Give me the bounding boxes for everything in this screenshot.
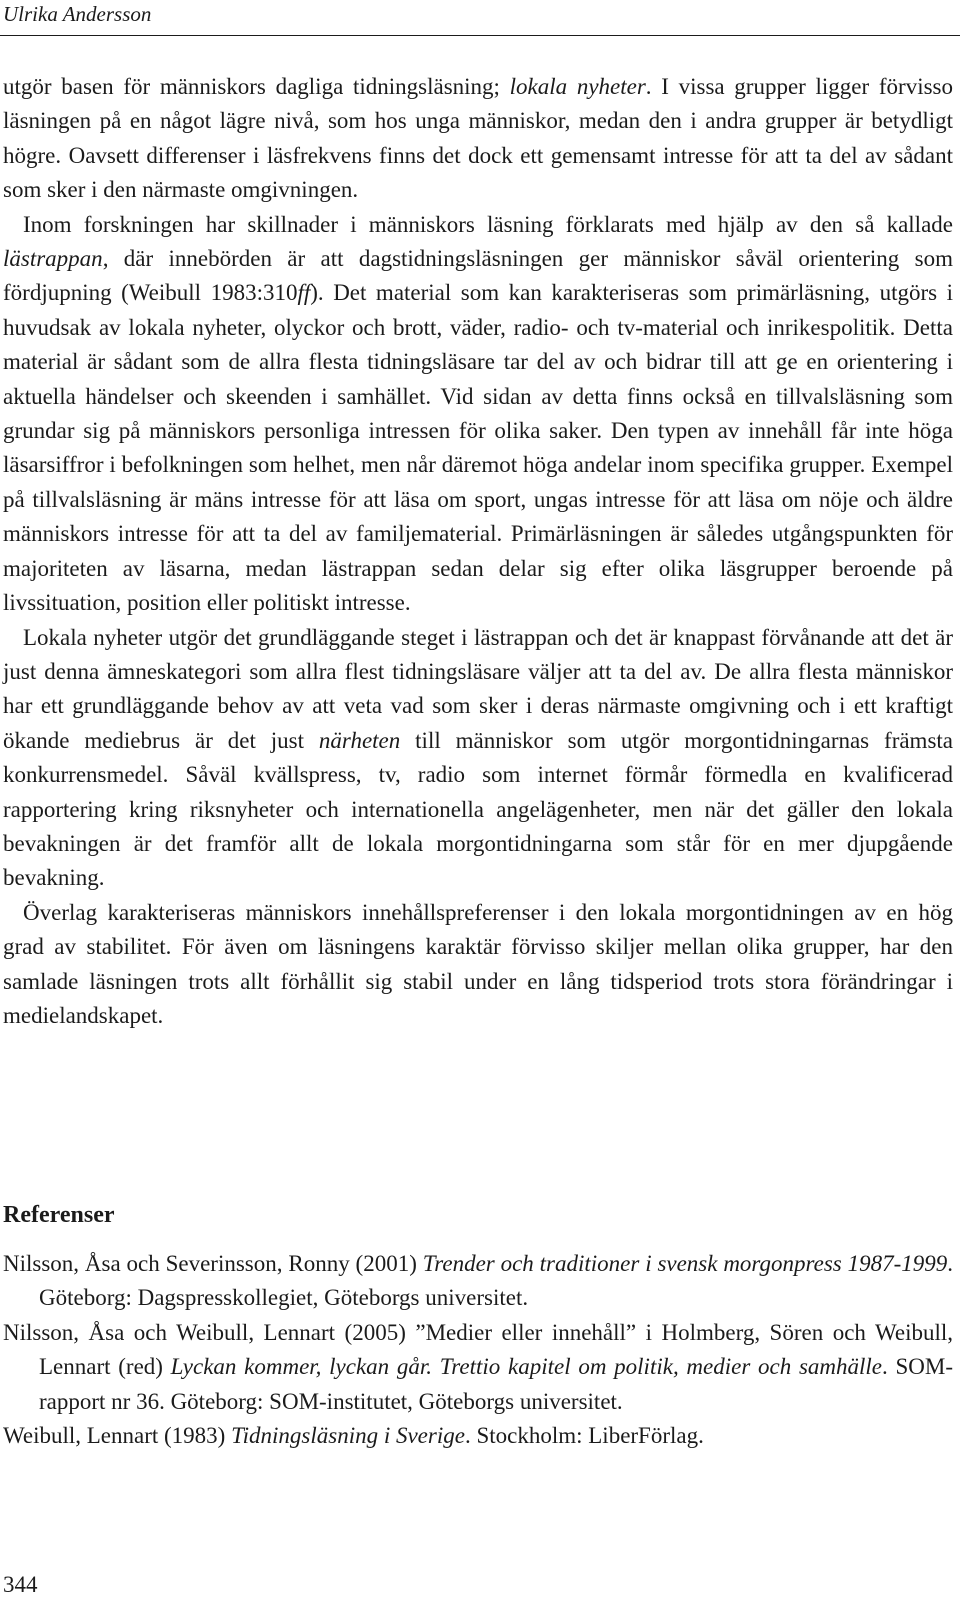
paragraph-3-text-c: till människor som utgör morgontidningarnas främsta konkurrensmedel. Såväl kvällspress, tv, radio som internet förmår förmedla en kvalificerad rapportering kring riksnyheter och internationella angelägenheter, men när det gäller den lokala bevakningen är det framför allt de lokala morgontidningarna som står för en mer djupgående bevakning. (3, 727, 953, 891)
paragraph-2-italic-term: lästrappan (3, 246, 103, 272)
reference-3-authors: Weibull, Lennart (1983) (3, 1423, 232, 1449)
reference-item (3, 1247, 953, 1316)
references-list (3, 1247, 953, 1453)
paragraph-4-text-a: Överlag karakteriseras människors innehållspreferenser i den lokala morgontidningen av en hög grad av stabilitet. För även om läsningens karaktär förvisso skiljer mellan olika grupper, har den samlade läsningen trots allt förhållit sig stabil under en lång tidsperiod trots stora förändringar i medielandskapet. (3, 899, 953, 1028)
paragraph-3-italic-term: närheten (318, 727, 401, 753)
reference-2-authors: Nilsson, Åsa och Weibull, Lennart (2005) ”Medier eller innehåll” i Holmberg, Sören och Weibull, Lennart (red) (3, 1319, 953, 1380)
paragraph-1-text-c: . I vissa grupper ligger förvisso läsningen på en något lägre nivå, som hos unga människor, medan den i andra grupper är betydligt högre. Oavsett differenser i läsfrekvens finns det dock ett gemensamt intresse för att ta del av sådant som sker i den närmaste omgivningen. (3, 74, 953, 203)
body-text (3, 70, 953, 1033)
paragraph-1-text-a: utgör basen för människors dagliga tidningsläsning; (3, 74, 510, 99)
reference-item (3, 1419, 953, 1453)
paragraph-2 (3, 208, 953, 621)
paragraph-3-text-a: Lokala nyheter utgör det grundläggande steget i lästrappan och det är knappast förvånande att det är just denna ämneskategori som allra flest tidningsläsare väljer att ta del av. De allra flesta människor har ett grundläggande behov av att veta vad som sker i deras närmaste omgivning och i ett kraftigt ökande mediebrus är det just (3, 624, 953, 753)
reference-2-publisher: . SOM-rapport nr 36. Göteborg: SOM-institutet, Göteborgs universitet. (39, 1354, 954, 1414)
paragraph-4 (3, 896, 953, 1034)
paragraph-2-text-c: , där innebörden är att dagstidningsläsningen ger människor såväl orientering som fördjupning (Weibull 1983:310 (3, 246, 953, 306)
paragraph-2-text-a: Inom forskningen har skillnader i människors läsning förklarats med hjälp av den så kallade (23, 211, 953, 237)
reference-3-title: Tidningsläsning i Sverige (231, 1423, 465, 1449)
paragraph-1-italic-term: lokala nyheter (509, 74, 646, 99)
paragraph-3 (3, 621, 953, 896)
header-rule (0, 35, 960, 36)
reference-1-title: Trender och traditioner i svensk morgonpress 1987-1999 (422, 1251, 948, 1276)
paragraph-2-text-e: ). Det material som kan karakteriseras som primärläsning, utgörs i huvudsak av lokala nyheter, olyckor och brott, väder, radio- och tv-material och inrikespolitik. Detta material är sådant som de allra flesta tidningsläsare tar del av och bidrar till att ge en orientering i aktuella händelser och skeenden i samhället. Vid sidan av detta finns också en tillvalsläsning som grundar sig på människors personliga intressen för olika saker. Den typen av innehåll får inte höga läsarsiffror i befolkningen som helhet, men når däremot höga andelar inom specifika grupper. Exempel på tillvalsläsning är mäns intresse för att läsa om sport, ungas intresse för att läsa om nöje och äldre människors intresse för att ta del av familjematerial. Primärläsningen är således utgångspunkten för majoriteten av läsarna, medan lästrappan sedan delar sig efter olika läsgrupper beroende på livssituation, position eller politiskt intresse. (3, 280, 953, 616)
reference-1-publisher: . Göteborg: Dagspresskollegiet, Göteborgs universitet. (39, 1251, 954, 1311)
references-heading: Referenser (3, 1202, 115, 1228)
paragraph-1 (3, 70, 953, 208)
reference-3-publisher: . Stockholm: LiberFörlag. (464, 1423, 704, 1449)
reference-1-authors: Nilsson, Åsa och Severinsson, Ronny (2001) (3, 1251, 423, 1276)
page-number: 344 (3, 1572, 38, 1597)
running-head-author: Ulrika Andersson (3, 2, 152, 26)
reference-2-title: Lyckan kommer, lyckan går. Trettio kapitel om politik, medier och samhälle (170, 1354, 883, 1380)
paragraph-2-italic-ff: ff (297, 280, 311, 306)
reference-item (3, 1316, 953, 1419)
